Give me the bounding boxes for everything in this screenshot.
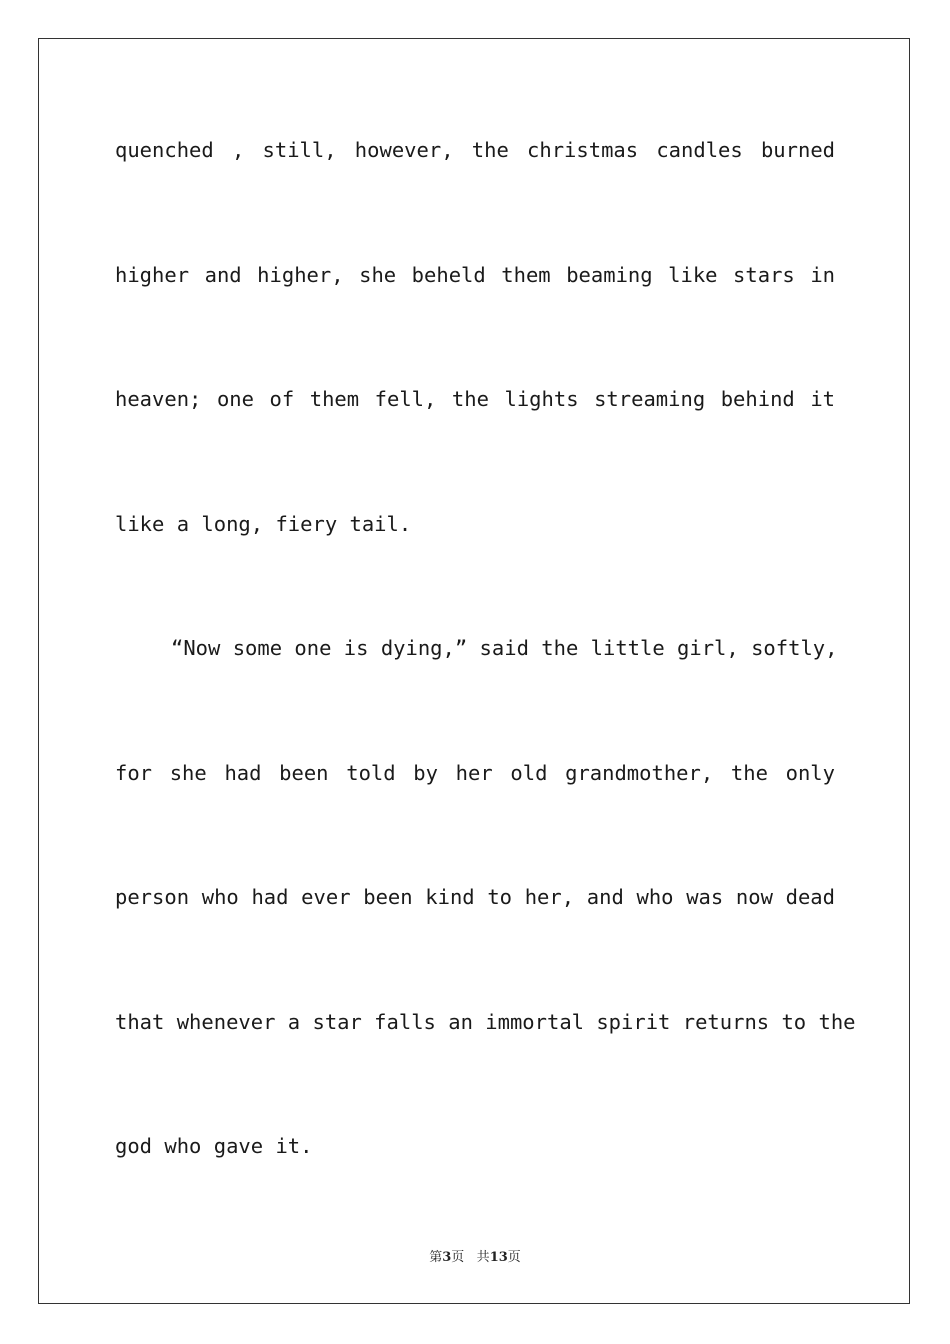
body-text	[115, 114, 856, 1235]
text-line-2: higher and higher, she beheld them beaming like stars in	[115, 262, 835, 287]
footer-total-suffix: 页	[507, 1250, 521, 1265]
text-line-3: heaven; one of them fell, the lights streaming behind it	[115, 387, 835, 411]
footer-page-number: 3	[442, 1250, 452, 1265]
text-line-5: “Now some one is dying,” said the little girl, softly,	[171, 636, 838, 660]
text-line-6: for she had been told by her old grandmother, the only	[115, 760, 835, 785]
footer-total-pages: 13	[489, 1250, 508, 1265]
footer-page-suffix: 页	[451, 1250, 465, 1265]
text-line-7: person who had ever been kind to her, and who was now dead	[115, 885, 835, 909]
footer-total-prefix: 共	[476, 1250, 490, 1265]
text-line-8: that whenever a star falls an immortal spirit returns to the	[115, 1009, 856, 1034]
text-line-1: quenched , still, however, the christmas candles burned	[115, 138, 835, 162]
page-footer	[0, 1246, 950, 1265]
text-line-9: god who gave it.	[115, 1134, 313, 1158]
text-line-4: like a long, fiery tail.	[115, 511, 412, 536]
footer-page-prefix: 第	[429, 1250, 443, 1265]
